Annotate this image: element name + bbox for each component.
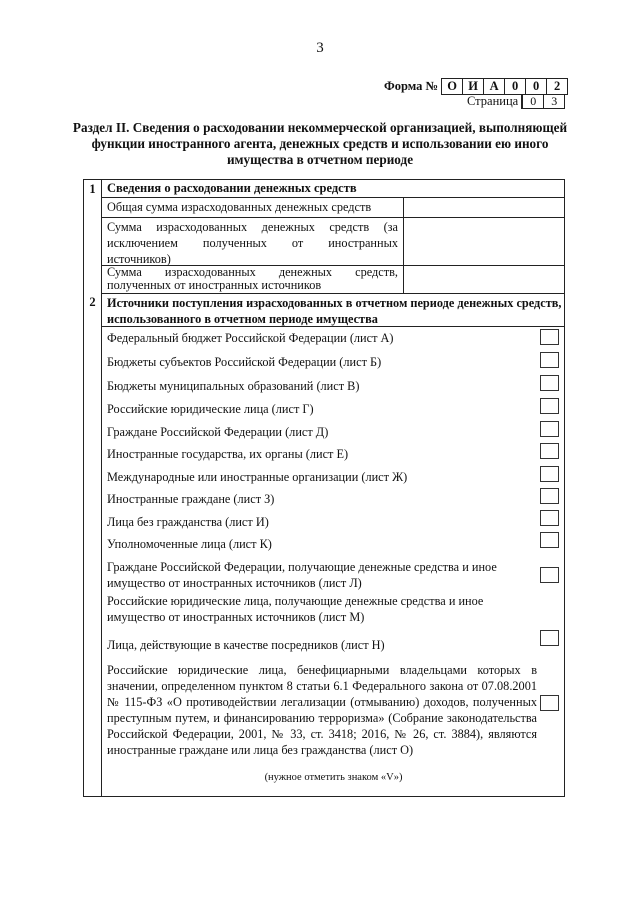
source-item-foreign-citizens: Иностранные граждане (лист З) (107, 492, 275, 506)
expense-row-total (102, 198, 565, 218)
checkbox-sheet-z[interactable] (540, 488, 559, 504)
page-label: Страница (467, 94, 519, 108)
form-code-cell: И (462, 79, 483, 94)
source-item-stateless-persons: Лица без гражданства (лист И) (107, 515, 269, 529)
expense-foreign-value-field[interactable] (404, 266, 565, 293)
expense-total-value-field[interactable] (404, 198, 565, 217)
source-item-municipal-budgets: Бюджеты муниципальных образований (лист В) (107, 379, 360, 393)
checkbox-sheet-v[interactable] (540, 375, 559, 391)
form-code-cell: 0 (525, 79, 546, 94)
source-item-entities-receiving-foreign-funds: Российские юридические лица, получающие денежные средства и иное имущество от иностранных источников (лист М) (107, 594, 484, 624)
form-code-cells (441, 78, 568, 95)
expense-row-label: Общая сумма израсходованных денежных средств (102, 198, 404, 217)
page-code-cell: 3 (543, 95, 564, 108)
source-item-federal-budget: Федеральный бюджет Российской Федерации (лист А) (107, 331, 394, 345)
checkbox-sheet-a[interactable] (540, 329, 559, 345)
source-item-russian-legal-entities: Российские юридические лица (лист Г) (107, 402, 314, 416)
mark-instruction-note: (нужное отметить знаком «V») (264, 772, 403, 783)
section-title: Раздел II. Сведения о расходовании некоммерческой организацией, выполняющей функции иностранного агента, денежных средств и использовании ею иного имущества в отчетном периоде (72, 120, 568, 167)
checkbox-sheet-g[interactable] (540, 398, 559, 414)
section2-heading: Источники поступления израсходованных в отчетном периоде денежных средств, использованного в отчетном периоде имущества (102, 293, 565, 327)
page-code-cells (521, 95, 565, 109)
section2-number: 2 (89, 295, 96, 309)
source-item-citizens-receiving-foreign-funds: Граждане Российской Федерации, получающие денежные средства и иное имущество от иностранных источников (лист Л) (107, 560, 497, 590)
source-item-international-orgs: Международные или иностранные организации (лист Ж) (107, 470, 408, 484)
form-number-label: Форма № (384, 79, 439, 93)
source-item-authorized-persons: Уполномоченные лица (лист К) (107, 537, 272, 551)
section1-heading: Сведения о расходовании денежных средств (102, 180, 565, 198)
form-code-cell: 2 (546, 79, 567, 94)
source-item-regional-budgets: Бюджеты субъектов Российской Федерации (лист Б) (107, 355, 382, 369)
checkbox-sheet-zh[interactable] (540, 466, 559, 482)
expense-domestic-value-field[interactable] (404, 218, 565, 265)
form-code-cell: А (483, 79, 504, 94)
source-item-foreign-states: Иностранные государства, их органы (лист Е) (107, 447, 349, 461)
source-item-entities-foreign-beneficiaries: Российские юридические лица, бенефициарными владельцами которых в значении, определенном пунктом 8 статьи 6.1 Федерального закона от 07.08.2001 № 115-ФЗ «О противодействии легализации (отмыванию) доходов, полученных преступным путем, и финансированию терроризма» (Собрание законодательства Российской Федерации, 2001, № 33, ст. 3418; 2016, № 26, ст. 3884), являются иностранные граждане или лица без гражданства (лист О) (107, 663, 537, 757)
expense-row-domestic (102, 218, 565, 266)
page-indicator (467, 94, 565, 109)
checkbox-sheet-o[interactable] (540, 695, 559, 711)
checkbox-sheet-e[interactable] (540, 443, 559, 459)
checkbox-sheet-b[interactable] (540, 352, 559, 368)
checkbox-sheet-l[interactable] (540, 567, 559, 583)
form-table (83, 179, 565, 797)
expense-row-foreign (102, 266, 565, 293)
row-number-column (84, 180, 102, 796)
form-code-cell: О (447, 79, 457, 93)
section1-number: 1 (89, 182, 96, 196)
page-number: 3 (316, 40, 324, 56)
expense-row-label: Сумма израсходованных денежных средств (за исключением полученных от иностранных источников) (102, 218, 404, 265)
source-item-intermediaries: Лица, действующие в качестве посредников (лист Н) (107, 638, 385, 652)
page-code-cell: 0 (522, 95, 543, 108)
checkbox-sheet-k[interactable] (540, 532, 559, 548)
expense-row-label: Сумма израсходованных денежных средств, полученных от иностранных источников (102, 266, 404, 293)
form-code-cell: 0 (504, 79, 525, 94)
form-number (384, 78, 568, 95)
checkbox-sheet-n[interactable] (540, 630, 559, 646)
source-item-russian-citizens: Граждане Российской Федерации (лист Д) (107, 425, 329, 439)
checkbox-sheet-i[interactable] (540, 510, 559, 526)
checkbox-sheet-d[interactable] (540, 421, 559, 437)
